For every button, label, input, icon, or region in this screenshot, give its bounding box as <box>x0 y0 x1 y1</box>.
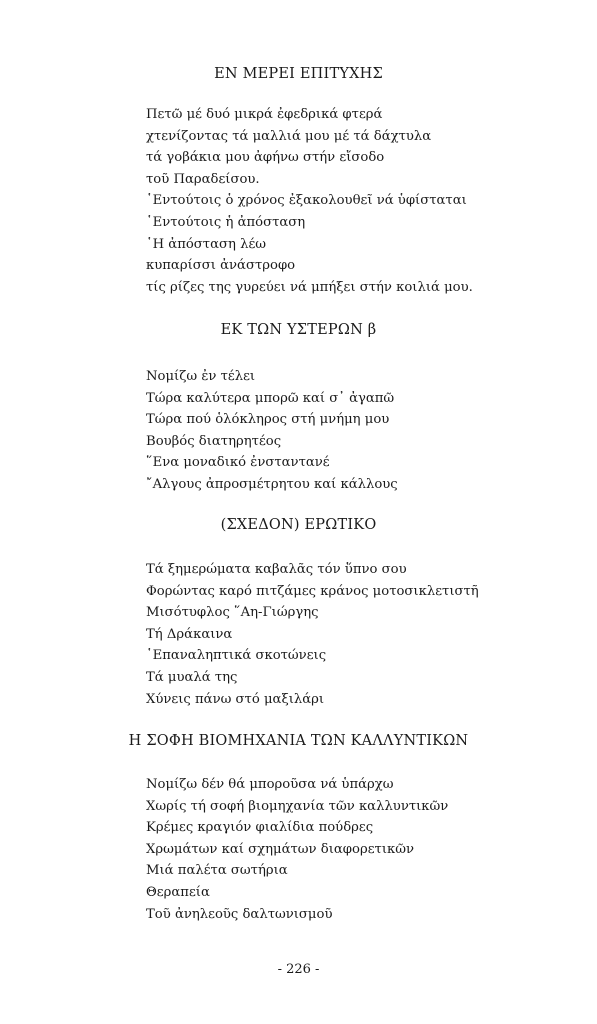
poem-line: Τά μυαλά της <box>146 669 238 685</box>
poem-line: Τώρα πού ὁλόκληρος στή μνήμη μου <box>146 412 390 428</box>
poem-line: Τοῦ ἀνηλεοῦς δαλτωνισμοῦ <box>146 906 333 922</box>
poem-stanza <box>146 774 576 925</box>
poem-line: Τή Δράκαινα <box>146 626 233 642</box>
poem-line: Χρωμάτων καί σχημάτων διαφορετικῶν <box>146 841 415 857</box>
poem-line: ῎Αλγους ἀπροσμέτρητου καί κάλλους <box>146 476 398 492</box>
page-number: - 226 - <box>277 962 320 977</box>
poem-title: ΕΝ ΜΕΡΕΙ ΕΠΙΤΥΧΗΣ <box>214 66 383 82</box>
poem-line: Μισότυφλος ῞Αη-Γιώργης <box>146 605 319 621</box>
poem-line: τά γοβάκια μου ἀφήνω στήν εἴσοδο <box>146 150 385 166</box>
poem-line: κυπαρίσσι ἀνάστροφο <box>146 258 296 274</box>
poem-line: Χύνεις πάνω στό μαξιλάρι <box>146 691 325 707</box>
poem-line: Θεραπεία <box>146 884 210 900</box>
poem-line: ῾Εντούτοις ὁ χρόνος ἐξακολουθεῖ νά ὑφίσταται <box>146 193 467 209</box>
poem-line: Νομίζω δέν θά μποροῦσα νά ὑπάρχω <box>146 777 394 792</box>
poem-line: Χωρίς τή σοφή βιομηχανία τῶν καλλυντικῶν <box>146 798 449 814</box>
poem-line: Τώρα καλύτερα μπορῶ καί σ᾿ ἀγαπῶ <box>146 390 395 406</box>
poem-stanza <box>146 366 576 496</box>
poem-line: Φορώντας καρό πιτζάμες κράνος μοτοσικλετιστῆ <box>146 583 479 599</box>
poem-line: τοῦ Παραδείσου. <box>146 171 260 187</box>
poem-line: Νομίζω ἐν τέλει <box>146 369 256 384</box>
poem-line: ῾Επαναληπτικά σκοτώνεις <box>146 648 327 664</box>
poem-line: Μιά παλέτα σωτήρια <box>146 863 288 879</box>
poem-title: (ΣΧΕΔΟΝ) ΕΡΩΤΙΚΟ <box>220 517 377 533</box>
poem-line: ῞Ενα μοναδικό ἐνσταντανέ <box>146 455 330 471</box>
poem-line: Κρέμες κραγιόν φιαλίδια πούδρες <box>146 820 374 836</box>
poem-line: τίς ρίζες της γυρεύει νά μπήξει στήν κοιλιά μου. <box>146 279 473 295</box>
poem-stanza <box>146 104 576 298</box>
poem-line: Βουβός διατηρητέος <box>146 433 282 449</box>
poem-title: Η ΣΟΦΗ ΒΙΟΜΗΧΑΝΙΑ ΤΩΝ ΚΑΛΛΥΝΤΙΚΩΝ <box>128 733 469 749</box>
poem-title: ΕΚ ΤΩΝ ΥΣΤΕΡΩΝ β <box>220 322 377 338</box>
poem-line: ῾Εντούτοις ἡ ἀπόσταση <box>146 214 306 230</box>
poem-line: χτενίζοντας τά μαλλιά μου μέ τά δάχτυλα <box>146 128 432 144</box>
poem-line: Πετῶ μέ δυό μικρά ἐφεδρικά φτερά <box>146 107 383 122</box>
poem-stanza <box>146 559 576 710</box>
poem-line: Τά ξημερώματα καβαλᾶς τόν ὕπνο σου <box>146 562 407 577</box>
poem-line: ῾Η ἀπόσταση λέω <box>146 236 267 252</box>
